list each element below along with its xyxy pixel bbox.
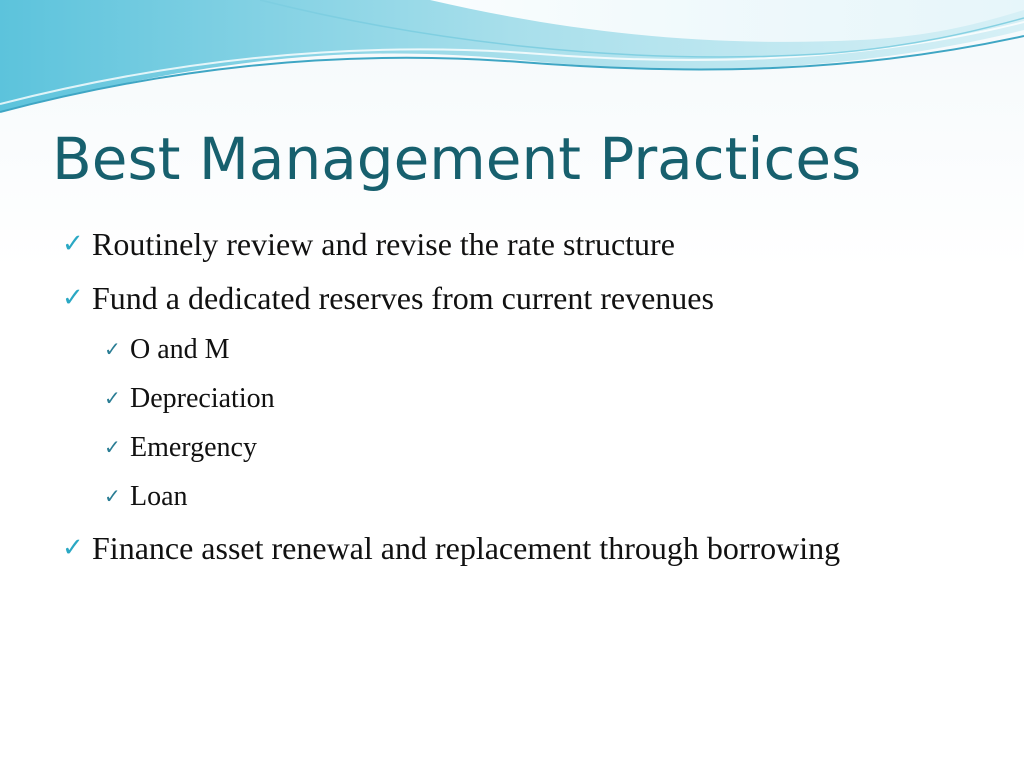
bullet-text: Routinely review and revise the rate structure [92,226,675,262]
checkmark-icon: ✓ [104,386,121,410]
sub-bullet-group [62,330,962,516]
checkmark-icon: ✓ [62,533,84,563]
checkmark-icon: ✓ [104,484,121,508]
checkmark-icon: ✓ [62,229,84,259]
bullet-list [62,222,962,580]
decorative-wave-header [0,0,1024,120]
sub-bullet-text: O and M [130,334,230,365]
checkmark-icon: ✓ [104,435,121,459]
bullet-text: Fund a dedicated reserves from current revenues [92,280,714,316]
slide-title: Best Management Practices [52,125,862,193]
sub-bullet-text: Depreciation [130,383,275,414]
bullet-item [62,222,962,266]
sub-bullet-item [104,379,962,418]
bullet-item [62,276,962,320]
checkmark-icon: ✓ [62,283,84,313]
sub-bullet-text: Loan [130,481,188,512]
sub-bullet-item [104,330,962,369]
sub-bullet-list [62,330,962,516]
sub-bullet-text: Emergency [130,432,257,463]
sub-bullet-item [104,477,962,516]
bullet-text: Finance asset renewal and replacement through borrowing [92,530,841,566]
checkmark-icon: ✓ [104,337,121,361]
bullet-item [62,526,962,570]
sub-bullet-item [104,428,962,467]
